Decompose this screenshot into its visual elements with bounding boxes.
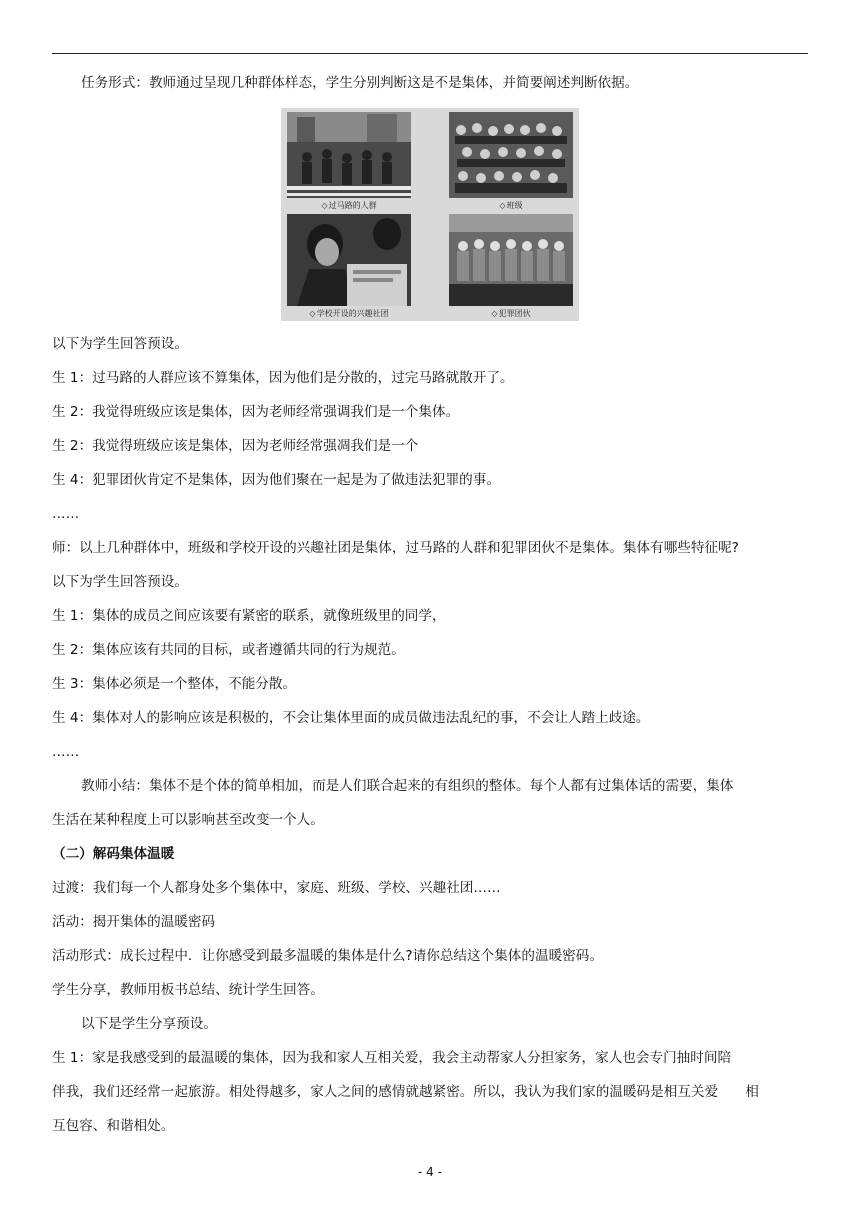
paragraph: 生 3：集体必须是一个整体，不能分散。 [52, 676, 297, 692]
photo-class [449, 112, 573, 198]
teacher-summary: 教师小结：集体不是个体的简单相加，而是人们联合起来的有组织的整体。每个人都有过集体话的需要，集体 [81, 778, 734, 794]
header-rule [52, 53, 808, 54]
paragraph: 以下为学生回答预设。 [52, 574, 188, 590]
paragraph: 生 1：过马路的人群应该不算集体，因为他们是分散的，过完马路就散开了。 [52, 370, 514, 386]
paragraph: 以下为学生回答预设。 [52, 336, 188, 352]
paragraph: 学生分享，教师用板书总结、统计学生回答。 [52, 982, 324, 998]
caption-interest-club: ◇学校开设的兴趣社团 [309, 309, 389, 318]
paragraph: 过渡：我们每一个人都身处多个集体中，家庭、班级、学校、兴趣社团…… [52, 880, 501, 896]
teacher-summary-cont: 生活在某种程度上可以影响甚至改变一个人。 [52, 812, 324, 828]
paragraph: 生 2：集体应该有共同的目标，或者遵循共同的行为规范。 [52, 642, 405, 658]
paragraph: 生 4：犯罪团伙肯定不是集体，因为他们聚在一起是为了做违法犯罪的事。 [52, 472, 500, 488]
task-intro: 任务形式：教师通过呈现几种群体样态，学生分别判断这是不是集体，并简要阐述判断依据。 [81, 75, 639, 91]
preset-intro: 以下是学生分享预设。 [81, 1016, 217, 1032]
photo-criminal-gang [449, 214, 573, 306]
paragraph: 生 1：集体的成员之间应该要有紧密的联系，就像班级里的同学， [52, 608, 446, 624]
paragraph: 活动形式：成长过程中．让你感受到最多温暖的集体是什么?请你总结这个集体的温暖密码。 [52, 948, 603, 964]
photo-crossing-crowd [287, 112, 411, 198]
paragraph: 生 4：集体对人的影响应该是积极的，不会让集体里面的成员做违法乱纪的事，不会让人踏上歧途。 [52, 710, 650, 726]
paragraph: 生 2：我觉得班级应该是集体，因为老师经常强凋我们是一个 [52, 438, 419, 454]
page-number: - 4 - [418, 1165, 442, 1179]
caption-crossing-crowd: ◇过马路的人群 [321, 201, 377, 210]
paragraph: 师：以上几种群体中，班级和学校开设的兴趣社团是集体，过马路的人群和犯罪团伙不是集体。集体有哪些特征呢? [52, 540, 739, 556]
document-body [52, 66, 812, 1143]
caption-criminal-gang: ◇犯罪团伙 [491, 309, 531, 318]
section-heading: （二）解码集体温暖 [52, 846, 175, 862]
paragraph: 生 1：家是我感受到的最温暖的集体，因为我和家人互相关爱，我会主动帮家人分担家务，家人也会专门抽时间陪 [52, 1050, 732, 1066]
paragraph: 互包容、和谐相处。 [52, 1118, 175, 1134]
paragraph: 活动：揭开集体的温暖密码 [52, 914, 216, 930]
ellipsis: …… [52, 506, 80, 522]
paragraph: 伴我，我们还经常一起旅游。相处得越多，家人之间的感情就越紧密。所以，我认为我们家的温暖码是相互关爱 相 [52, 1084, 759, 1100]
caption-class: ◇班级 [499, 201, 523, 210]
ellipsis: …… [52, 744, 80, 760]
paragraph: 生 2：我觉得班级应该是集体，因为老师经常强调我们是一个集体。 [52, 404, 460, 420]
photo-interest-club [287, 214, 411, 306]
group-photos-figure [281, 108, 579, 321]
